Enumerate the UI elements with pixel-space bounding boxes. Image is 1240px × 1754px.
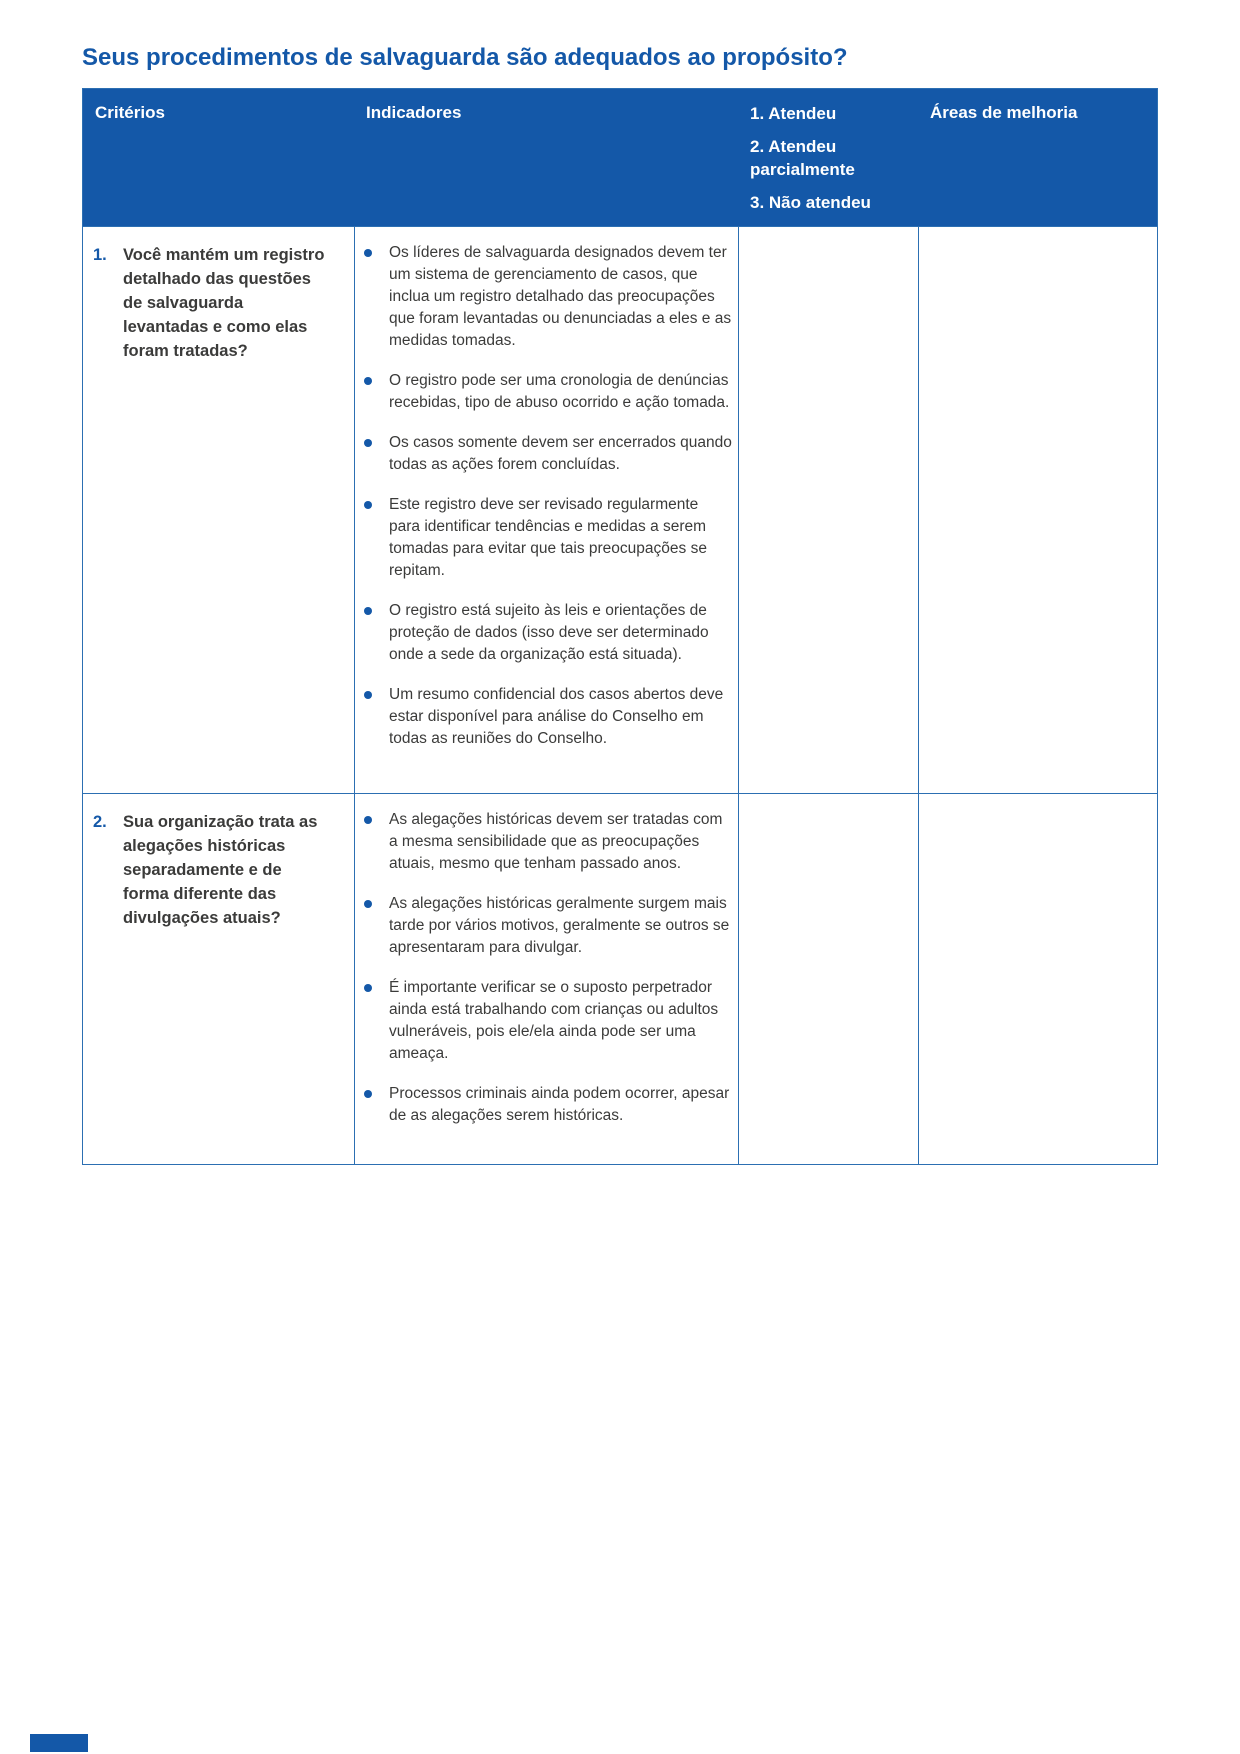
indicator-item — [364, 600, 732, 666]
criteria-cell — [83, 794, 354, 1164]
rating-option-partially-met: 2. Atendeu parcialmente — [750, 136, 855, 179]
indicator-list — [364, 242, 732, 750]
indicator-item — [364, 893, 732, 959]
indicator-item — [364, 684, 732, 750]
table-row — [83, 793, 1157, 1164]
criteria-text: Sua organização trata as alegações históricas separadamente e de forma diferente das divulgações atuais? — [123, 813, 318, 927]
indicator-item — [364, 809, 732, 875]
bullet-icon — [364, 984, 372, 992]
rating-cell — [738, 794, 918, 1164]
header-criteria: Critérios — [95, 103, 165, 122]
bullet-icon — [364, 1090, 372, 1098]
indicator-item — [364, 977, 732, 1065]
indicators-cell — [354, 794, 738, 1164]
indicator-item — [364, 242, 732, 352]
criteria-cell — [83, 227, 354, 793]
bullet-icon — [364, 377, 372, 385]
header-rating-scale — [738, 89, 918, 226]
indicator-item — [364, 1083, 732, 1127]
indicator-text: É importante verificar se o suposto perpetrador ainda está trabalhando com crianças ou adultos vulneráveis, pois ele/ela ainda pode ser uma ameaça. — [389, 979, 719, 1062]
indicator-text: Um resumo confidencial dos casos abertos deve estar disponível para análise do Conselho em todas as reuniões do Conselho. — [389, 686, 724, 747]
improvement-cell — [918, 794, 1158, 1164]
indicator-item — [364, 370, 732, 414]
criteria-text: Você mantém um registro detalhado das questões de salvaguarda levantadas e como elas foram tratadas? — [123, 246, 325, 360]
indicators-cell — [354, 227, 738, 793]
improvement-cell — [918, 227, 1158, 793]
indicator-text: Os líderes de salvaguarda designados devem ter um sistema de gerenciamento de casos, que inclua um registro detalhado das preocupações que foram levantadas ou denunciadas a eles e as medidas tomadas. — [389, 244, 732, 349]
assessment-table — [82, 88, 1158, 1165]
indicator-text: O registro está sujeito às leis e orientações de proteção de dados (isso deve ser determinado onde a sede da organização está situada). — [389, 602, 709, 663]
indicator-text: O registro pode ser uma cronologia de denúncias recebidas, tipo de abuso ocorrido e ação tomada. — [389, 372, 730, 411]
row-number: 2. — [93, 813, 107, 831]
bullet-icon — [364, 816, 372, 824]
header-improvement: Áreas de melhoria — [930, 103, 1078, 122]
bullet-icon — [364, 501, 372, 509]
header-indicators: Indicadores — [366, 103, 462, 122]
indicator-text: As alegações históricas devem ser tratadas com a mesma sensibilidade que as preocupações atuais, mesmo que tenham passado anos. — [389, 811, 723, 872]
indicator-text: As alegações históricas geralmente surgem mais tarde por vários motivos, geralmente se outros se apresentaram para divulgar. — [389, 895, 730, 956]
rating-option-not-met: 3. Não atendeu — [750, 192, 871, 212]
bullet-icon — [364, 691, 372, 699]
indicator-text: Este registro deve ser revisado regularmente para identificar tendências e medidas a serem tomadas para evitar que tais preocupações se repitam. — [389, 496, 707, 579]
rating-cell — [738, 227, 918, 793]
bullet-icon — [364, 249, 372, 257]
bullet-icon — [364, 607, 372, 615]
bullet-icon — [364, 439, 372, 447]
indicator-item — [364, 432, 732, 476]
table-header — [83, 89, 1157, 226]
footer-accent-bar — [30, 1734, 88, 1752]
page-title: Seus procedimentos de salvaguarda são adequados ao propósito? — [82, 44, 848, 71]
indicator-item — [364, 494, 732, 582]
row-number: 1. — [93, 246, 107, 264]
bullet-icon — [364, 900, 372, 908]
indicator-text: Os casos somente devem ser encerrados quando todas as ações forem concluídas. — [389, 434, 732, 473]
indicator-text: Processos criminais ainda podem ocorrer, apesar de as alegações serem históricas. — [389, 1085, 730, 1124]
rating-option-met: 1. Atendeu — [750, 104, 837, 123]
indicator-list — [364, 809, 732, 1127]
table-row — [83, 226, 1157, 793]
